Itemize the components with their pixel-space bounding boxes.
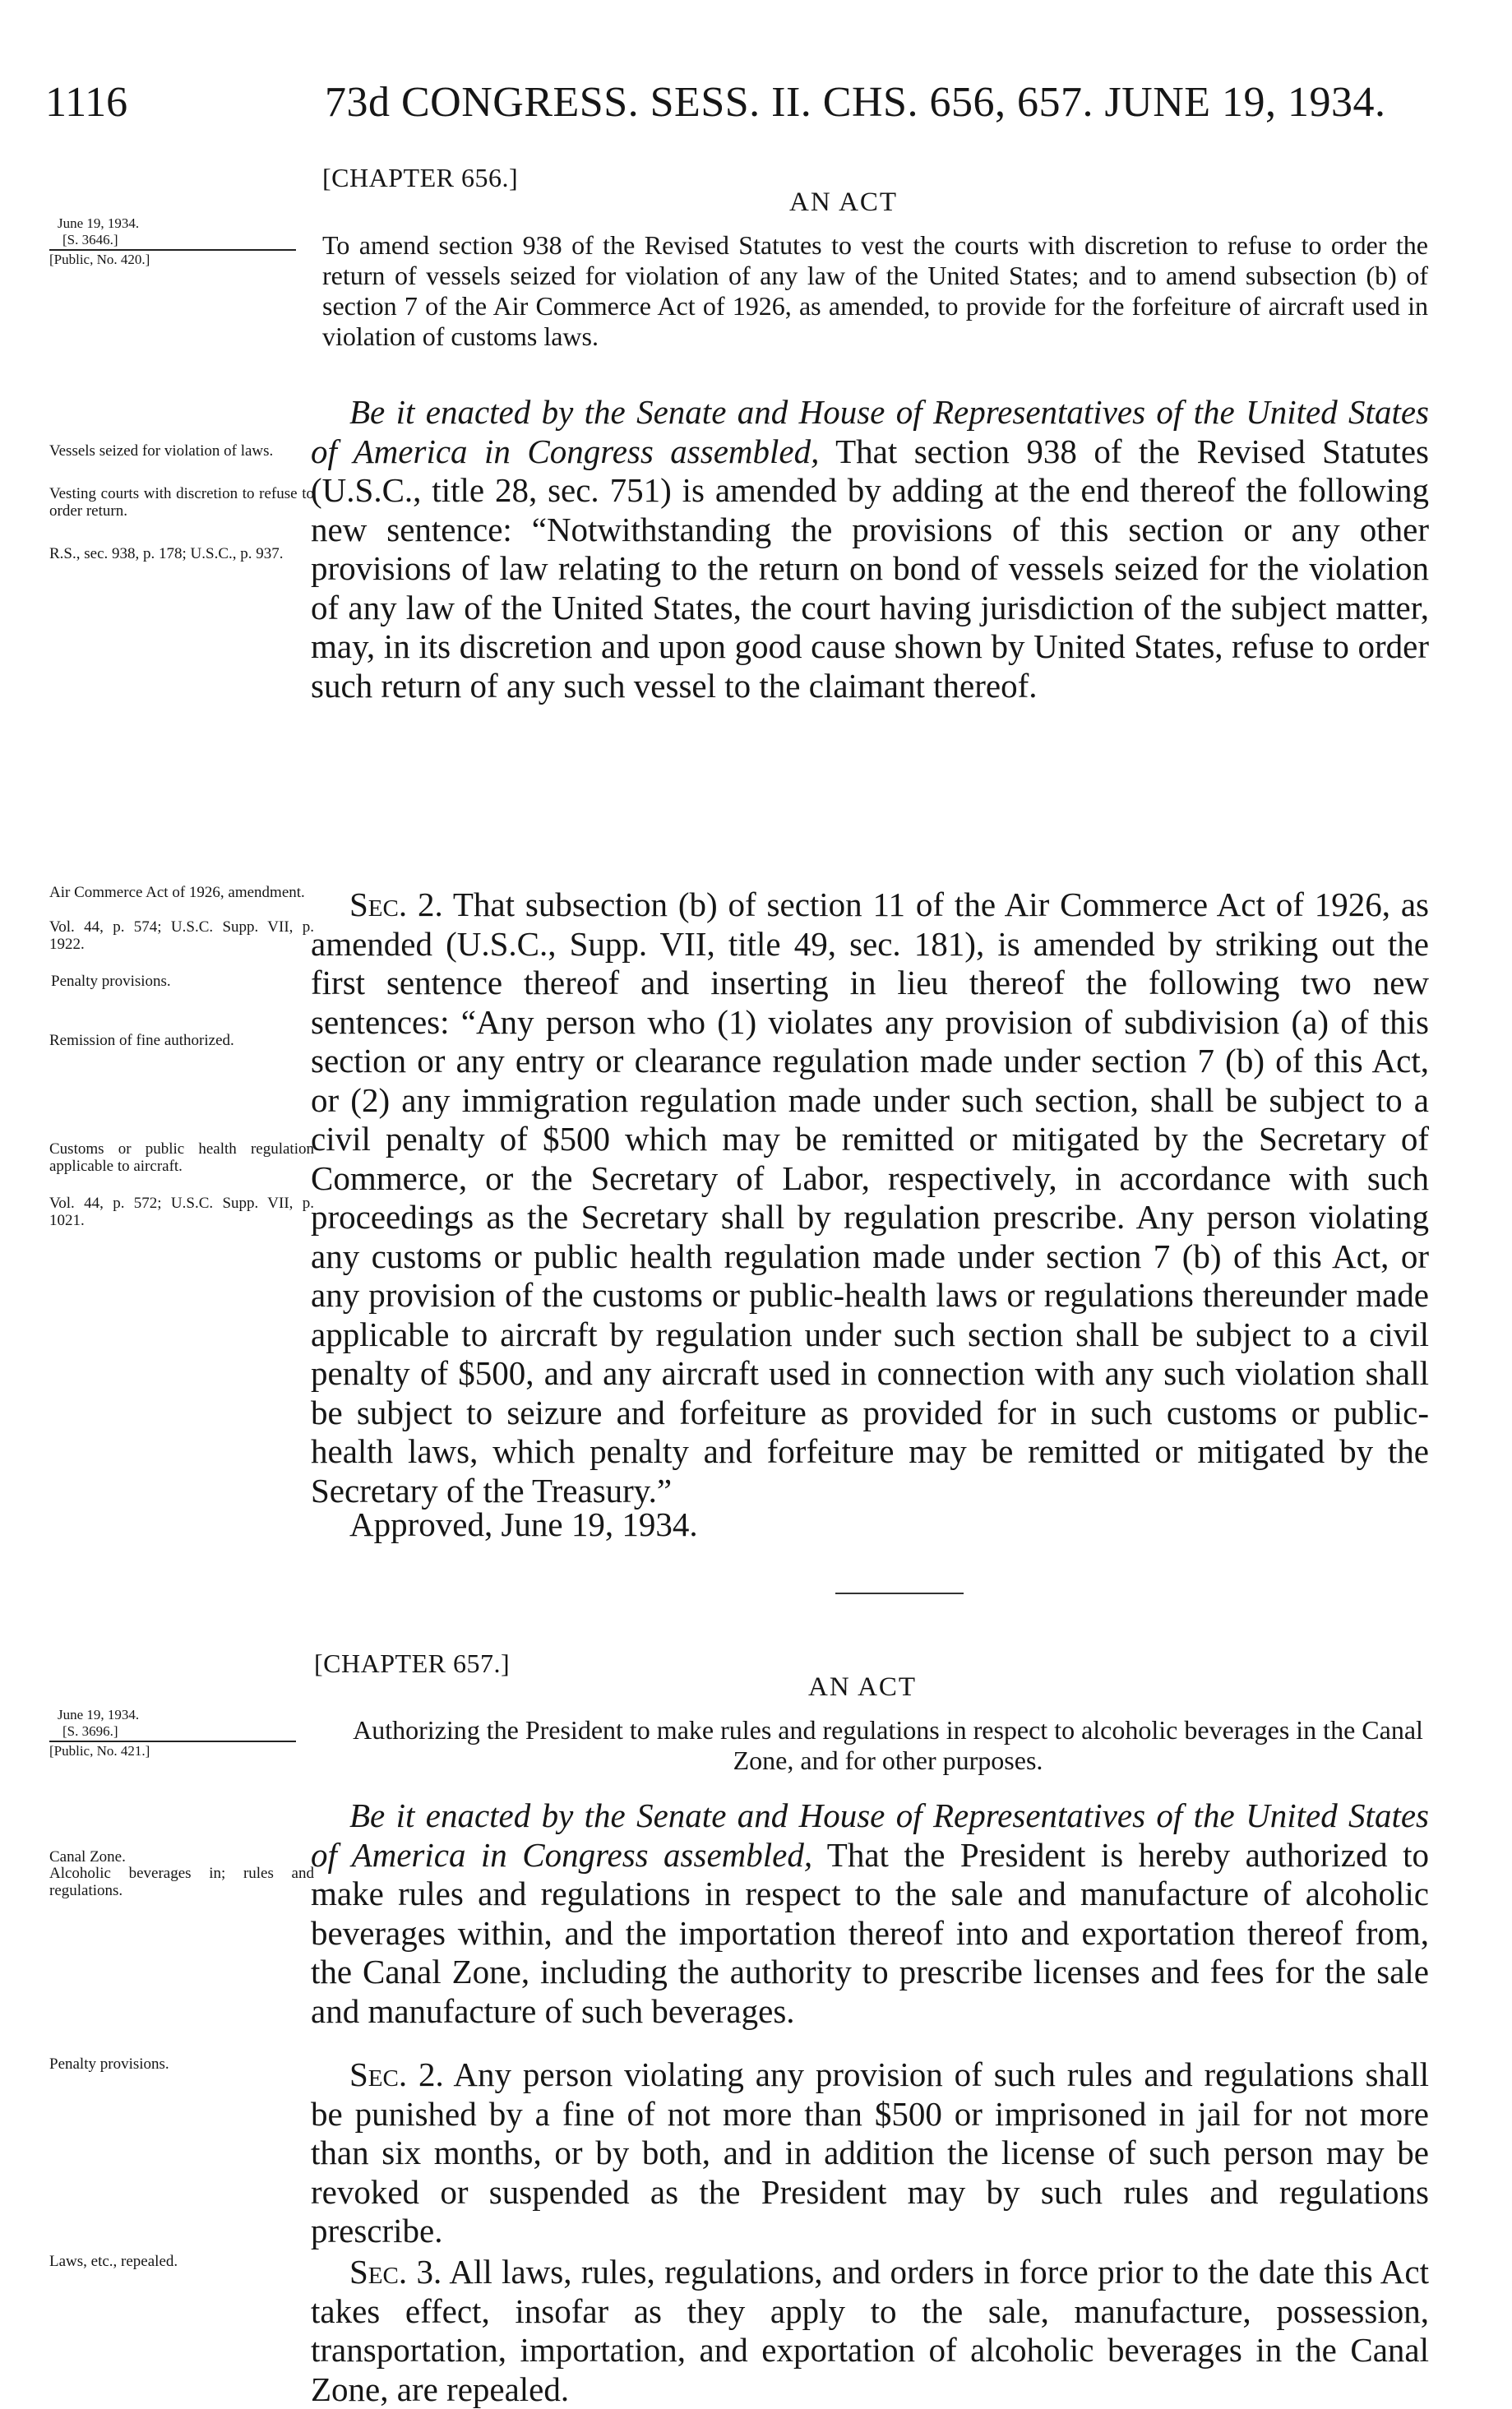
sidenote-air-commerce-citation: Vol. 44, p. 574; U.S.C. Supp. VII, p. 1922. <box>49 918 314 953</box>
sidenote-penalty: Penalty provisions. <box>51 973 171 990</box>
chapter-656-act-heading: AN ACT <box>789 187 899 217</box>
chapter-657-section-1 <box>311 1796 1429 2031</box>
chapter-657-act-heading: AN ACT <box>808 1672 918 1702</box>
enacting-clause: Be it enacted by the Senate and House of Representatives of the United States of America in Congress assembled, <box>311 1796 1429 1874</box>
section-2-text: That subsection (b) of section 11 of the Air Commerce Act of 1926, as amended (U.S.C., Supp. VII, title 49, sec. 181), is amended by striking out the first sentence thereof and inserting in lieu thereof the following two new sentences: “Any person who (1) violates any provision of subdivision (a) of this section or any entry or clearance regulation made under section 7 (b) of this Act, or (2) any immigration regulation made under such section, shall be subject to a civil penalty of $500 which may be remitted or mitigated by the Secretary of Commerce, or the Secretary of Labor, respectively, in accordance with such proceedings as the Secretary shall by regulation prescribe. Any person violating any customs or public health regulation made under section 7 (b) of this Act, or any provision of the customs or public-health laws or regulations thereunder made applicable to aircraft by regulation under such section shall be subject to a civil penalty of $500, and any aircraft used in connection with any such violation shall be subject to seizure and forfeiture as provided for in such customs or public-health laws, which penalty and forfeiture may be remitted or mitigated by the Secretary of the Treasury.” <box>311 885 1430 1510</box>
chapter-657-title: Authorizing the President to make rules and regulations in respect to alcoholic beverages in the Canal Zone, and for other purposes. <box>353 1715 1423 1775</box>
section-divider <box>835 1593 964 1594</box>
running-head: 73d CONGRESS. SESS. II. CHS. 656, 657. JUNE 19, 1934. <box>325 79 1386 126</box>
margin-rule <box>49 1741 296 1742</box>
chapter-657-margin-ids <box>49 1707 296 1759</box>
page-header <box>45 78 1435 136</box>
chapter-657-section-3 <box>311 2253 1429 2409</box>
sidenote-customs: Customs or public health regulation applicable to aircraft. <box>49 1140 314 1175</box>
chapter-656-title: To amend section 938 of the Revised Statutes to vest the courts with discretion to refuse to order the return of vessels seized for violation of any law of the United States; and to amend subsection (b) of section 7 of the Air Commerce Act of 1926, as amended, to provide for the forfeiture of aircraft used in violation of customs laws. <box>322 230 1428 351</box>
enactment-date: June 19, 1934. <box>58 215 140 231</box>
sidenote-air-commerce: Air Commerce Act of 1926, amendment. <box>49 884 305 901</box>
bill-number: [S. 3646.] <box>62 232 118 247</box>
chapter-656-section-2 <box>311 885 1429 1510</box>
public-law-number: [Public, No. 420.] <box>49 252 150 267</box>
section-3-text: All laws, rules, regulations, and orders in force prior to the date this Act takes effect, insofar as they apply to the sale, manufacture, possession, transportation, importation, and exportation of alcoholic beverages in the Canal Zone, are repealed. <box>311 2253 1429 2408</box>
section-2-label: Sec. 2. <box>349 2055 444 2093</box>
chapter-657-label: [CHAPTER 657.] <box>314 1648 511 1678</box>
sidenote-penalty-657: Penalty provisions. <box>49 2055 169 2073</box>
chapter-657-section-2 <box>311 2055 1429 2251</box>
section-2-label: Sec. 2. <box>349 885 443 923</box>
section-1-text: That the President is hereby authorized to make rules and regulations in respect to the sale and manufacture of alcoholic beverages within, and the importation thereof into and exportation thereof from, the Canal Zone, including the authority to prescribe licenses and fees for the sale and manufacture of such beverages. <box>311 1835 1429 2030</box>
sidenote-customs-citation: Vol. 44, p. 572; U.S.C. Supp. VII, p. 1021. <box>49 1195 314 1229</box>
enactment-date: June 19, 1934. <box>58 1707 140 1722</box>
bill-number: [S. 3696.] <box>62 1723 118 1739</box>
section-3-label: Sec. 3. <box>349 2253 442 2291</box>
chapter-656-approved: Approved, June 19, 1934. <box>349 1505 698 1543</box>
section-1-text: That section 938 of the Revised Statutes (U.S.C., title 28, sec. 751) is amended by adding at the end thereof the following new sentence: “Notwithstanding the provisions of this section or any other provisions of law relating to the return on bond of vessels seized for the violation of any law of the United States, the court having jurisdiction of the subject matter, may, in its discretion and upon good cause shown by United States, refuse to order such return of any such vessel to the claimant thereof. <box>311 432 1429 705</box>
sidenote-alcoholic-beverages: Alcoholic beverages in; rules and regulations. <box>49 1865 314 1899</box>
chapter-656-margin-ids <box>49 215 296 268</box>
margin-rule <box>49 249 296 251</box>
sidenote-remission: Remission of fine authorized. <box>49 1032 234 1049</box>
sidenote-laws-repealed: Laws, etc., repealed. <box>49 2253 178 2270</box>
sidenote-rs-citation: R.S., sec. 938, p. 178; U.S.C., p. 937. <box>49 545 284 562</box>
public-law-number: [Public, No. 421.] <box>49 1743 150 1759</box>
sidenote-canal-zone: Canal Zone. <box>49 1848 126 1866</box>
page-number: 1116 <box>45 79 128 126</box>
sidenote-vesting-courts: Vesting courts with discretion to refuse to order return. <box>49 485 314 520</box>
section-2-text: Any person violating any provision of such rules and regulations shall be punished by a fine of not more than $500 or imprisoned in jail for not more than six months, or by both, and in addition the license of such person may be revoked or suspended as the President may by such rules and regulations prescribe. <box>311 2055 1429 2249</box>
enacting-clause: Be it enacted by the Senate and House of Representatives of the United States of America in Congress assembled, <box>311 393 1429 470</box>
sidenote-vessels-seized: Vessels seized for violation of laws. <box>49 442 274 460</box>
chapter-656-label: [CHAPTER 656.] <box>322 163 519 192</box>
chapter-656-section-1 <box>311 393 1429 705</box>
